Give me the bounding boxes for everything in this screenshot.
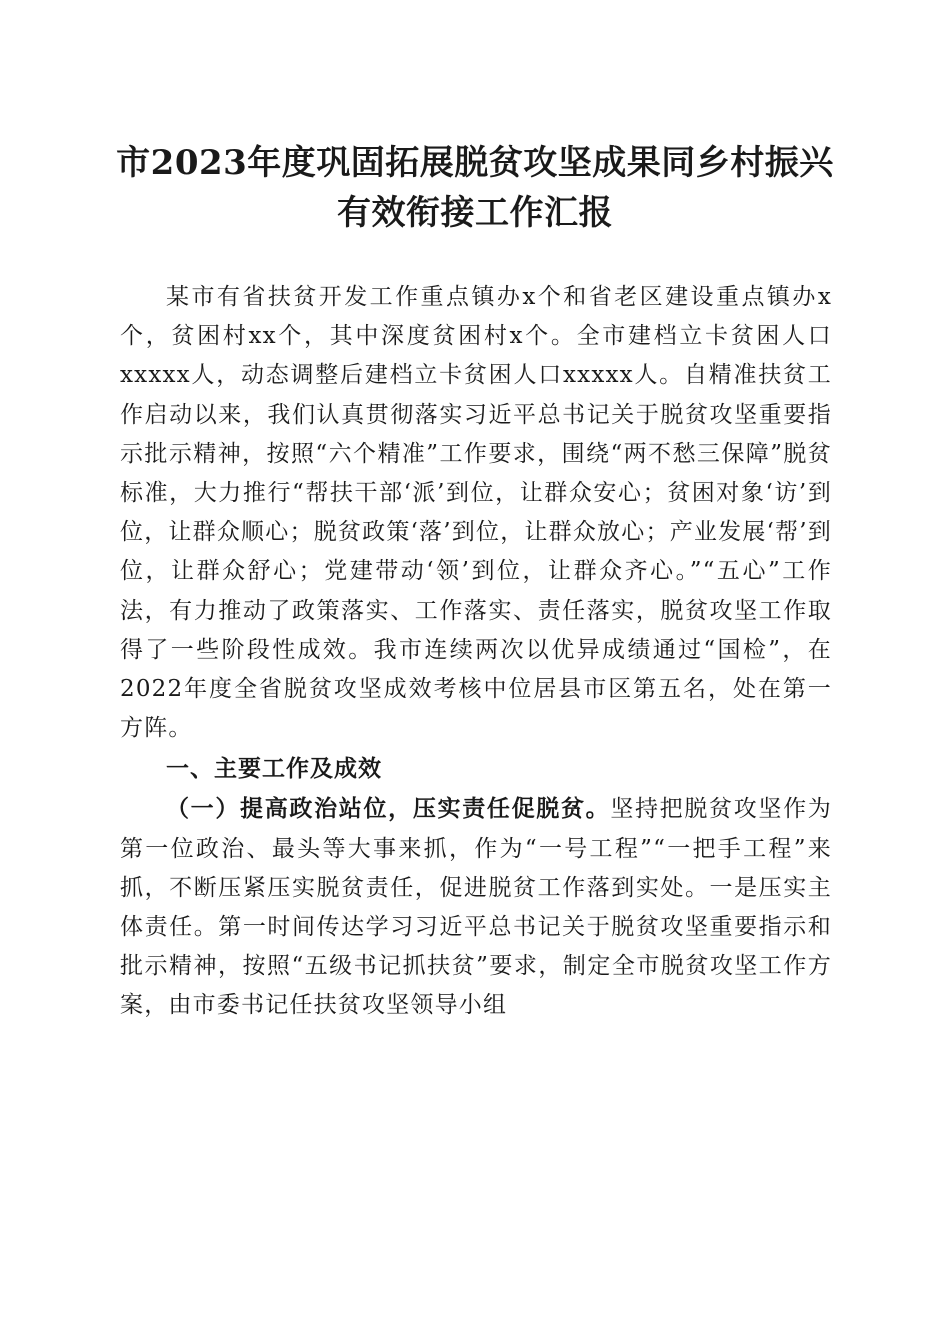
subsection-lead: （一）提高政治站位，压实责任促脱贫。 [166, 795, 611, 823]
subsection-text: 坚持把脱贫攻坚作为第一位政治、最头等大事来抓，作为“一号工程”“一把手工程”来抓，不断压紧压实脱贫责任，促进脱贫工作落到实处。一是压实主体责任。第一时间传达学习习近平总书记关于脱贫攻坚重要指示和批示精神，按照“五级书记抓扶贫”要求，制定全市脱贫攻坚工作方案，由市委书记任扶贫攻坚领导小组 [120, 796, 832, 1019]
section-heading: 一、主要工作及成效 [166, 756, 382, 783]
subsection-paragraph [120, 789, 832, 1025]
intro-paragraph: 某市有省扶贫开发工作重点镇办x个和省老区建设重点镇办x个，贫困村xx个，其中深度贫困村x个。全市建档立卡贫困人口xxxxx人，动态调整后建档立卡贫困人口xxxxx人。自精准扶贫工作启动以来，我们认真贯彻落实习近平总书记关于脱贫攻坚重要指示批示精神，按照“六个精准”工作要求，围绕“两不愁三保障”脱贫标准，大力推行“帮扶干部‘派’到位，让群众安心；贫困对象‘访’到位，让群众顺心；脱贫政策‘落’到位，让群众放心；产业发展‘帮’到位，让群众舒心；党建带动‘领’到位，让群众齐心。”“五心”工作法，有力推动了政策落实、工作落实、责任落实，脱贫攻坚工作取得了一些阶段性成效。我市连续两次以优异成绩通过“国检”，在2022年度全省脱贫攻坚成效考核中位居县市区第五名，处在第一方阵。 [120, 284, 832, 742]
document-body [120, 278, 832, 1026]
document-title: 市2023年度巩固拓展脱贫攻坚成果同乡村振兴有效衔接工作汇报 [116, 143, 834, 233]
